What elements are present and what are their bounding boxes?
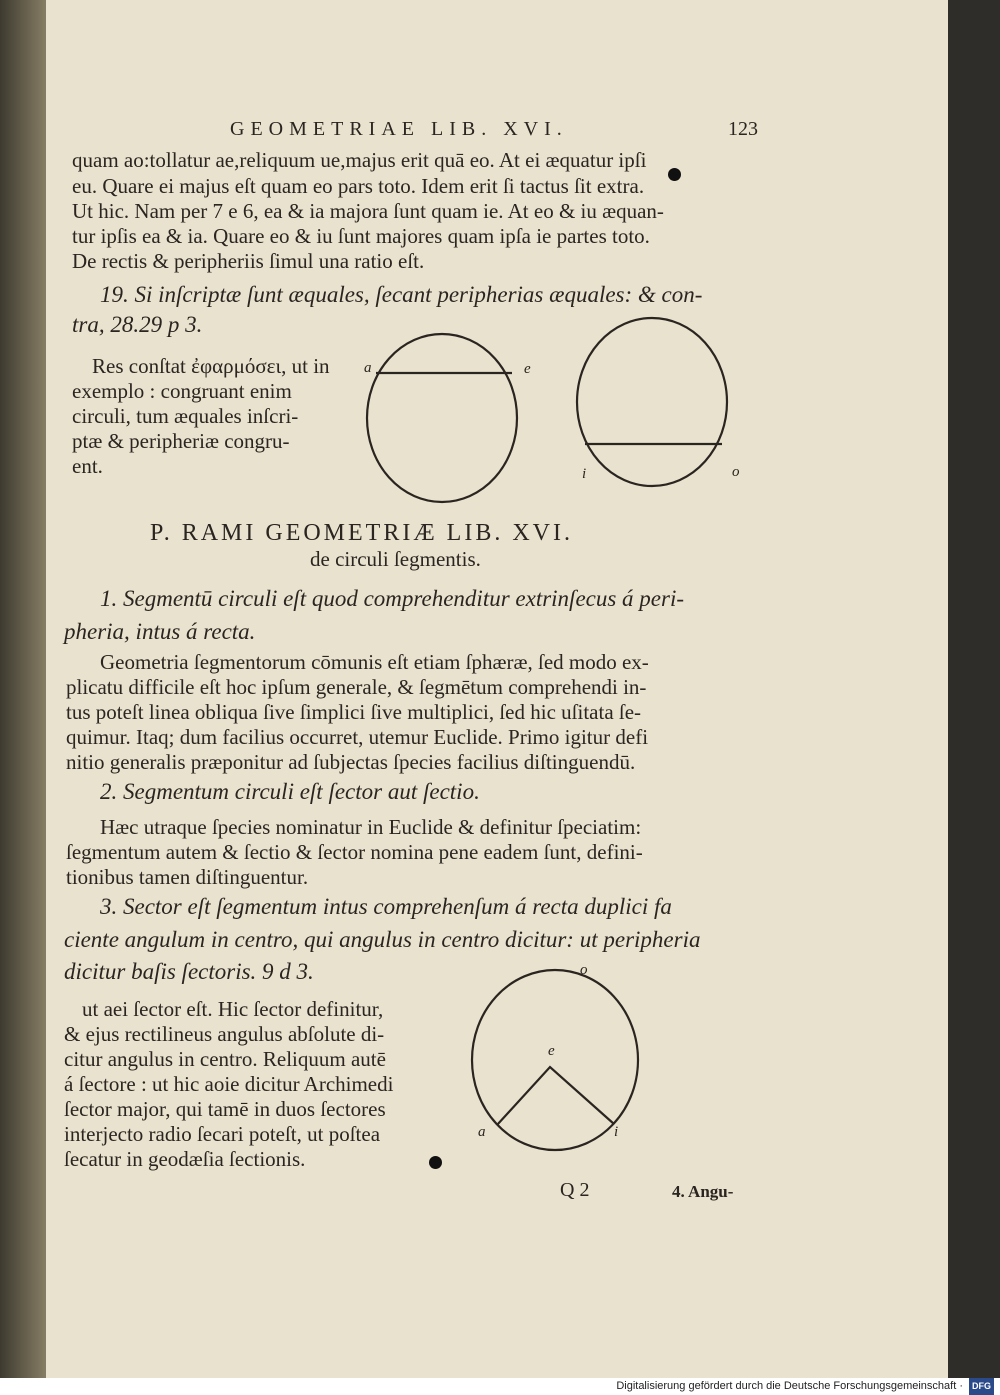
comment-line: ent.: [72, 454, 103, 478]
comment-line: ſecatur in geodæſia ſectionis.: [64, 1147, 306, 1171]
dfg-logo: DFG: [969, 1378, 994, 1395]
text-line: De rectis & peripheriis ſimul una ratio eſt.: [72, 249, 425, 273]
definition-3: ciente angulum in centro, qui angulus in centro dicitur: ut peripheria: [64, 927, 701, 952]
label-o: o: [580, 962, 588, 978]
figure1-circle-left: [367, 334, 517, 502]
comment-line: tionibus tamen diſtinguentur.: [66, 865, 309, 889]
text-line: Ut hic. Nam per 7 e 6, ea & ia majora ſunt quam ie. At eo & iu æquan-: [72, 199, 664, 223]
definition-1: pheria, intus á recta.: [64, 619, 256, 644]
comment-line: circuli, tum æquales inſcri-: [72, 404, 299, 428]
label-a: a: [364, 360, 372, 376]
comment-line: ſector major, qui tamē in duos ſectores: [64, 1097, 386, 1121]
label-i: i: [582, 466, 587, 482]
definition-1: 1. Segmentū circuli eſt quod comprehenditur extrinſecus á peri-: [100, 586, 685, 611]
comment-line: & ejus rectilineus angulus abſolute di-: [64, 1022, 385, 1046]
comment-line: interjecto radio ſecari poteſt, ut poſtea: [64, 1122, 381, 1146]
comment-line: quimur. Itaq; dum facilius occurret, utemur Euclide. Primo igitur defi: [66, 725, 649, 749]
proposition-19: tra, 28.29 p 3.: [72, 312, 203, 337]
comment-line: Hæc utraque ſpecies nominatur in Euclide & definitur ſpeciatim:: [100, 815, 642, 839]
label-i: i: [614, 1124, 619, 1140]
signature-mark: Q 2: [560, 1179, 590, 1201]
comment-line: tus poteſt linea obliqua ſive ſimplici ſive multiplici, ſed hic uſitata ſe-: [66, 700, 642, 724]
comment-line: exemplo : congruant enim: [72, 379, 292, 403]
comment-line: ptæ & peripheriæ congru-: [72, 429, 290, 453]
page-number: 123: [728, 118, 758, 140]
text-line: quam ao:tollatur ae,reliquum ue,majus erit quā eo. At ei æquatur ipſi: [72, 148, 647, 172]
figure2-sector: [497, 1067, 614, 1125]
section-subtitle: de circuli ſegmentis.: [310, 547, 481, 571]
definition-2: 2. Segmentum circuli eſt ſector aut ſectio.: [100, 779, 480, 804]
comment-line: nitio generalis præponitur ad ſubjectas ſpecies facilius diſtinguendū.: [66, 750, 636, 774]
section-title: P. RAMI GEOMETRIÆ LIB. XVI.: [150, 520, 573, 546]
comment-line: Res conſtat ἐφαρμόσει, ut in: [92, 354, 330, 378]
label-a: a: [478, 1124, 486, 1140]
comment-line: ſegmentum autem & ſectio & ſector nomina pene eadem ſunt, defini-: [66, 840, 643, 864]
text-line: eu. Quare ei majus eſt quam eo pars toto. Idem erit ſi tactus ſit extra.: [72, 174, 645, 198]
definition-3: 3. Sector eſt ſegmentum intus comprehenſum á recta duplici fa: [100, 894, 672, 919]
text-line: tur ipſis ea & ia. Quare eo & iu ſunt majores quam ipſa ie partes toto.: [72, 224, 650, 248]
comment-line: ut aei ſector eſt. Hic ſector definitur,: [82, 997, 384, 1021]
label-o: o: [732, 464, 740, 480]
comment-line: á ſectore : ut hic aoie dicitur Archimedi: [64, 1072, 394, 1096]
definition-3: dicitur baſis ſectoris. 9 d 3.: [64, 959, 314, 984]
label-e: e: [524, 361, 531, 377]
proposition-19: 19. Si inſcriptæ ſunt æquales, ſecant peripherias æquales: & con-: [100, 282, 703, 307]
figure1-circle-right: [577, 318, 727, 486]
label-e: e: [548, 1043, 555, 1059]
catchword: 4. Angu-: [672, 1182, 734, 1201]
comment-line: plicatu difficile eſt hoc ipſum generale, & ſegmētum comprehendi in-: [66, 675, 647, 699]
footer-text: Digitalisierung gefördert durch die Deutsche Forschungsgemeinschaft ·: [616, 1380, 963, 1393]
comment-line: Geometria ſegmentorum cōmunis eſt etiam ſphæræ, ſed modo ex-: [100, 650, 649, 674]
comment-line: citur angulus in centro. Reliquum autē: [64, 1047, 386, 1071]
ink-spot: [429, 1156, 442, 1169]
footer-bar: [0, 1378, 1000, 1395]
running-title: GEOMETRIAE LIB. XVI.: [230, 118, 568, 140]
